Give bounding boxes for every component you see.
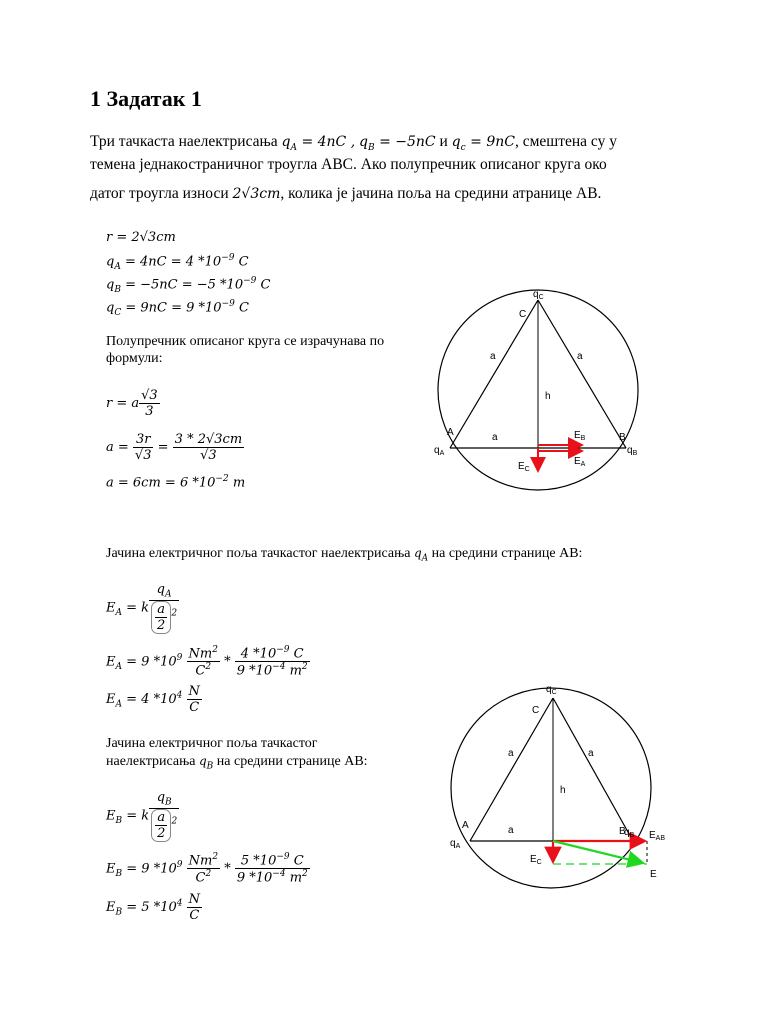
- label-C: C: [519, 309, 527, 320]
- fieldA-eq2: $E_A = 9$ $*10^9$ $\frac{Nm^2}{C^2}$ * $\frac{4 *10^{-9} C}{9 *10^{-4} m^2}$: [106, 645, 308, 679]
- side-BC: [553, 698, 633, 841]
- fieldB-text-1: Јачина електричног поља тачкастог: [106, 736, 318, 751]
- side-AC: [470, 698, 553, 841]
- label-qB: $q_B$: [627, 445, 638, 457]
- label-A: A: [462, 820, 469, 831]
- given-qC: $q_C = 9nC = 9$ $*10^{-9}$ C: [106, 299, 249, 318]
- formula-a-result: a = 6cm = 6 $*10^{-2}$ m: [106, 474, 246, 491]
- fieldB-eq3: $E_B = 5$ $*10^4$ $\frac{N}{C}$: [106, 892, 200, 923]
- radius-value: 2√3cm: [232, 186, 281, 202]
- label-a-left: a: [490, 351, 496, 362]
- given-r: r = 2√3cm: [106, 230, 176, 245]
- side-AC: [450, 300, 538, 448]
- label-EA: $E_A$: [574, 456, 586, 468]
- label-qC: $q_C$: [533, 289, 544, 301]
- label-a-base: a: [492, 432, 498, 443]
- label-qA: $q_A$: [450, 838, 461, 850]
- qC-expr: $q_c = 9nC$: [451, 134, 515, 153]
- label-qC: $q_C$: [546, 684, 557, 696]
- label-a-left: a: [508, 748, 514, 759]
- label-h: h: [545, 391, 551, 402]
- arrow-E: [553, 841, 643, 863]
- label-B: B: [619, 826, 626, 837]
- qB-expr: $q_B = -5nC$: [359, 134, 436, 153]
- label-B: B: [619, 432, 626, 443]
- label-EB: $E_B$: [574, 430, 586, 442]
- fieldA-text: Јачина електричног поља тачкастог наелектрисања $q_A$ на средини странице AB:: [106, 546, 583, 564]
- label-h: h: [560, 785, 566, 796]
- given-qA: $q_A = 4nC = 4$ $*10^{-9}$ C: [106, 253, 249, 272]
- label-A: A: [447, 427, 454, 438]
- label-EC: $E_C$: [530, 854, 542, 866]
- triangle-diagram-2: [440, 680, 680, 900]
- label-qB: $q_B$: [624, 827, 635, 839]
- fieldB-text-2: наелектрисања $q_B$ на средини странице AB:: [106, 754, 368, 772]
- problem-line-2: темена једнакостраничног троугла ABC. Ако полупречник описаног круга око: [90, 156, 607, 173]
- label-qA: $q_A$: [434, 445, 445, 457]
- label-a-right: a: [588, 748, 594, 759]
- radius-text-1: Полупречник описаног круга се израчунава по: [106, 334, 385, 349]
- page-title: 1 Задатак 1: [90, 86, 202, 111]
- label-a-right: a: [577, 351, 583, 362]
- label-C: C: [532, 705, 540, 716]
- side-BC: [538, 300, 626, 448]
- fieldB-eq1: $E_B = k$ $q_B$ $\frac{a}{2}$ $^2$: [106, 790, 178, 841]
- formula-r: r = a $\frac{√3}{3}$: [106, 388, 158, 419]
- triangle-diagram-1: [420, 285, 660, 505]
- label-EAB: $E_{AB}$: [649, 830, 666, 842]
- given-qB: $q_B = -5nC = -5$ $*10^{-9}$ C: [106, 276, 271, 295]
- radius-text-2: формули:: [106, 351, 163, 366]
- qA-expr: $q_A = 4nC$ ,: [281, 134, 356, 153]
- fieldA-eq3: $E_A = 4$ $*10^4$ $\frac{N}{C}$: [106, 684, 200, 715]
- formula-a: a = $\frac{3r}{√3}$ = $\frac{3 * 2√3cm}{√3}$: [106, 432, 243, 463]
- label-a-base: a: [508, 825, 514, 836]
- label-EC: $E_C$: [518, 461, 530, 473]
- fieldA-eq1: $E_A = k$ $q_A$ $\frac{a}{2}$ $^2$: [106, 582, 178, 633]
- problem-line-3: датог троугла износи 2√3cm, колика је јачина поља на средини атранице AB.: [90, 185, 602, 202]
- fieldB-eq2: $E_B = 9$ $*10^9$ $\frac{Nm^2}{C^2}$ * $\frac{5 *10^{-9} C}{9 *10^{-4} m^2}$: [106, 852, 308, 886]
- label-E: E: [650, 869, 657, 880]
- problem-line-1: Три тачкаста наелектрисања $q_A = 4nC$ , $q_B = -5nC$ и $q_c = 9nC$, смештена су у: [90, 133, 617, 153]
